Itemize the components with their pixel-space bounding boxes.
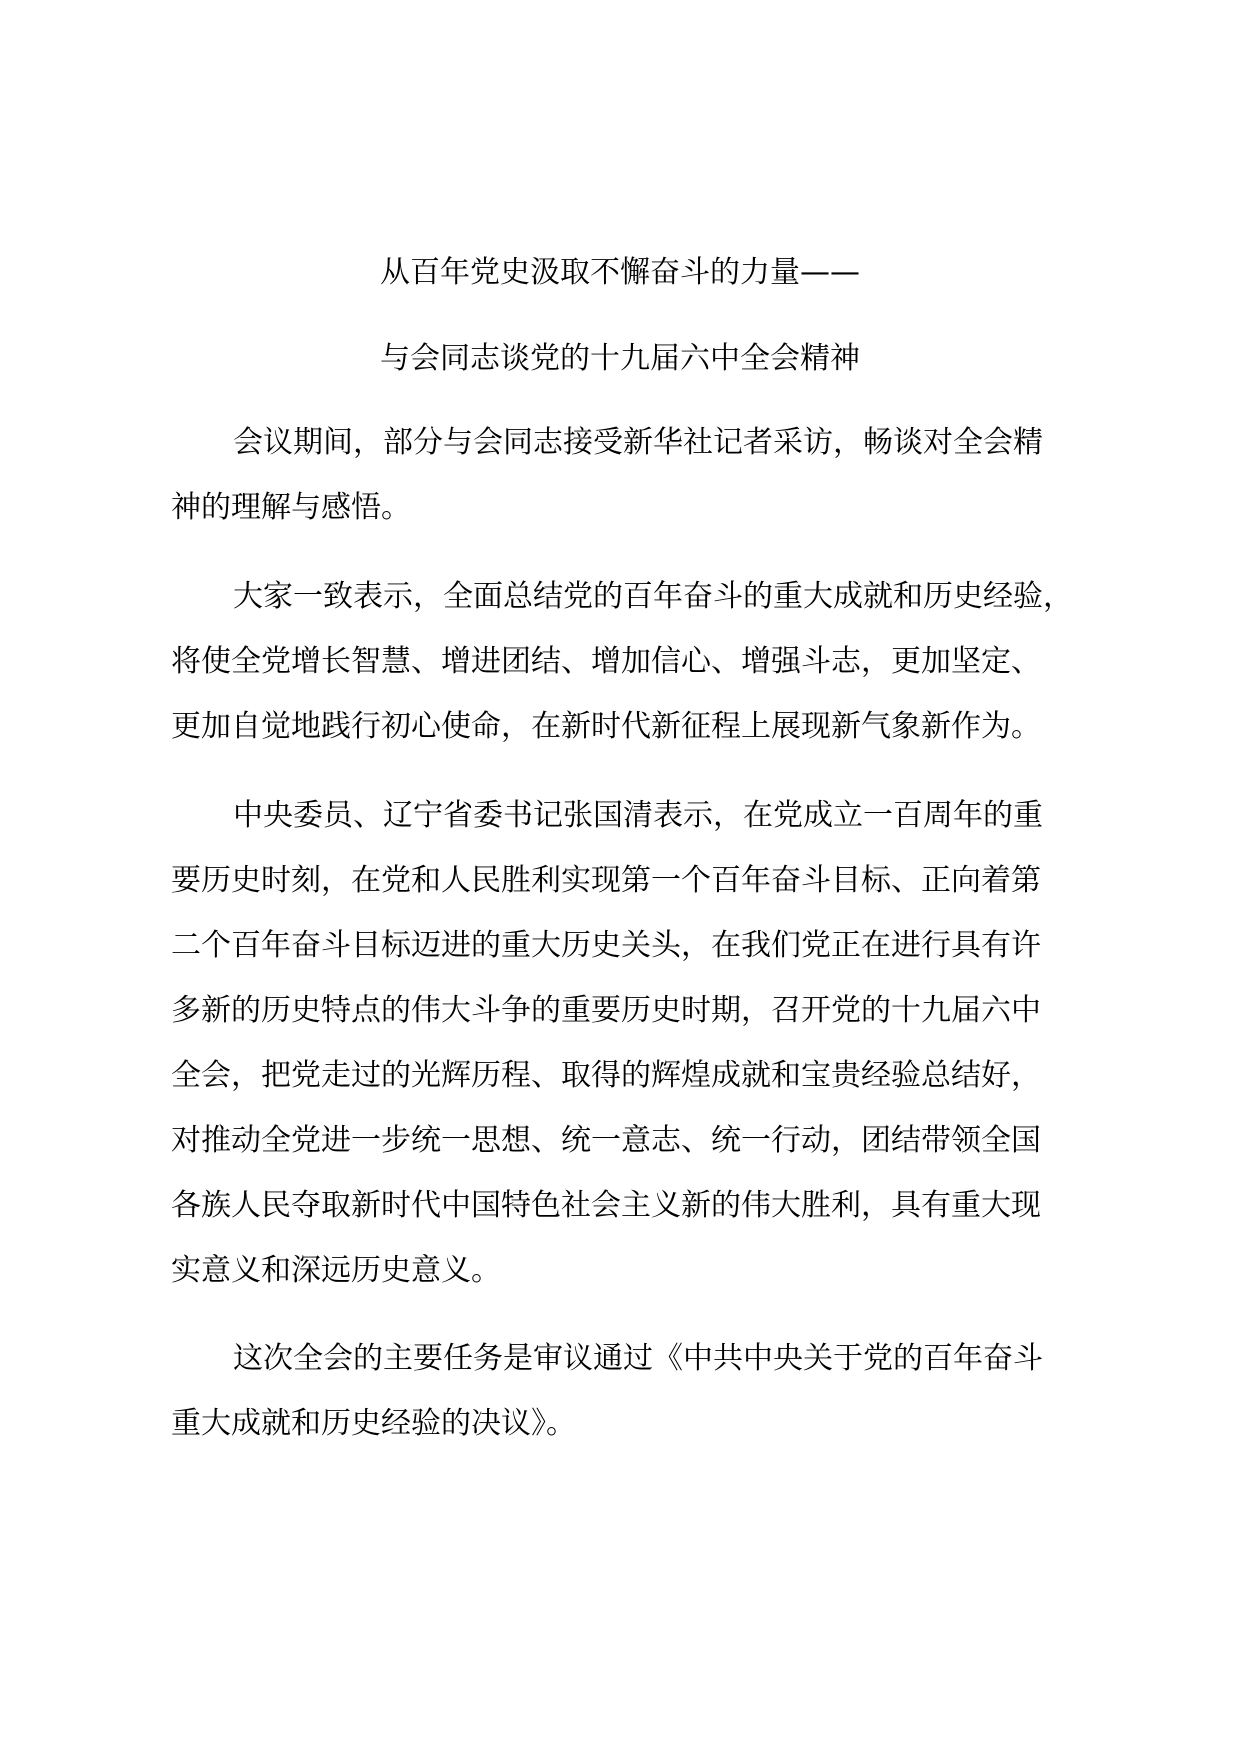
title-line-1: 从百年党史汲取不懈奋斗的力量—— (380, 255, 860, 290)
paragraph-line: 要历史时刻，在党和人民胜利实现第一个百年奋斗目标、正向着第 (171, 863, 1041, 898)
paragraph-line: 会议期间，部分与会同志接受新华社记者采访，畅谈对全会精 (233, 425, 1043, 460)
paragraph-line: 多新的历史特点的伟大斗争的重要历史时期，召开党的十九届六中 (171, 993, 1041, 1028)
paragraph-line: 重大成就和历史经验的决议》。 (171, 1406, 576, 1441)
title-line-2: 与会同志谈党的十九届六中全会精神 (380, 341, 860, 376)
paragraph-line: 实意义和深远历史意义。 (171, 1253, 501, 1288)
paragraph-line: 对推动全党进一步统一思想、统一意志、统一行动，团结带领全国 (171, 1123, 1041, 1158)
paragraph-line: 大家一致表示，全面总结党的百年奋斗的重大成就和历史经验， (233, 579, 1073, 614)
paragraph-1 (171, 410, 1076, 540)
paragraph-line: 中央委员、辽宁省委书记张国清表示，在党成立一百周年的重 (233, 798, 1043, 833)
paragraph-2 (171, 564, 1076, 759)
paragraph-line: 各族人民夺取新时代中国特色社会主义新的伟大胜利，具有重大现 (171, 1188, 1041, 1223)
paragraph-line: 神的理解与感悟。 (171, 490, 411, 525)
paragraph-line: 这次全会的主要任务是审议通过《中共中央关于党的百年奋斗 (233, 1341, 1043, 1376)
paragraph-line: 二个百年奋斗目标迈进的重大历史关头，在我们党正在进行具有许 (171, 928, 1041, 963)
paragraph-line: 将使全党增长智慧、增进团结、增加信心、增强斗志，更加坚定、 (171, 644, 1041, 679)
paragraph-4 (171, 1326, 1076, 1456)
paragraph-line: 全会，把党走过的光辉历程、取得的辉煌成就和宝贵经验总结好， (171, 1058, 1041, 1093)
paragraph-3 (171, 783, 1076, 1303)
paragraph-line: 更加自觉地践行初心使命，在新时代新征程上展现新气象新作为。 (171, 709, 1041, 744)
